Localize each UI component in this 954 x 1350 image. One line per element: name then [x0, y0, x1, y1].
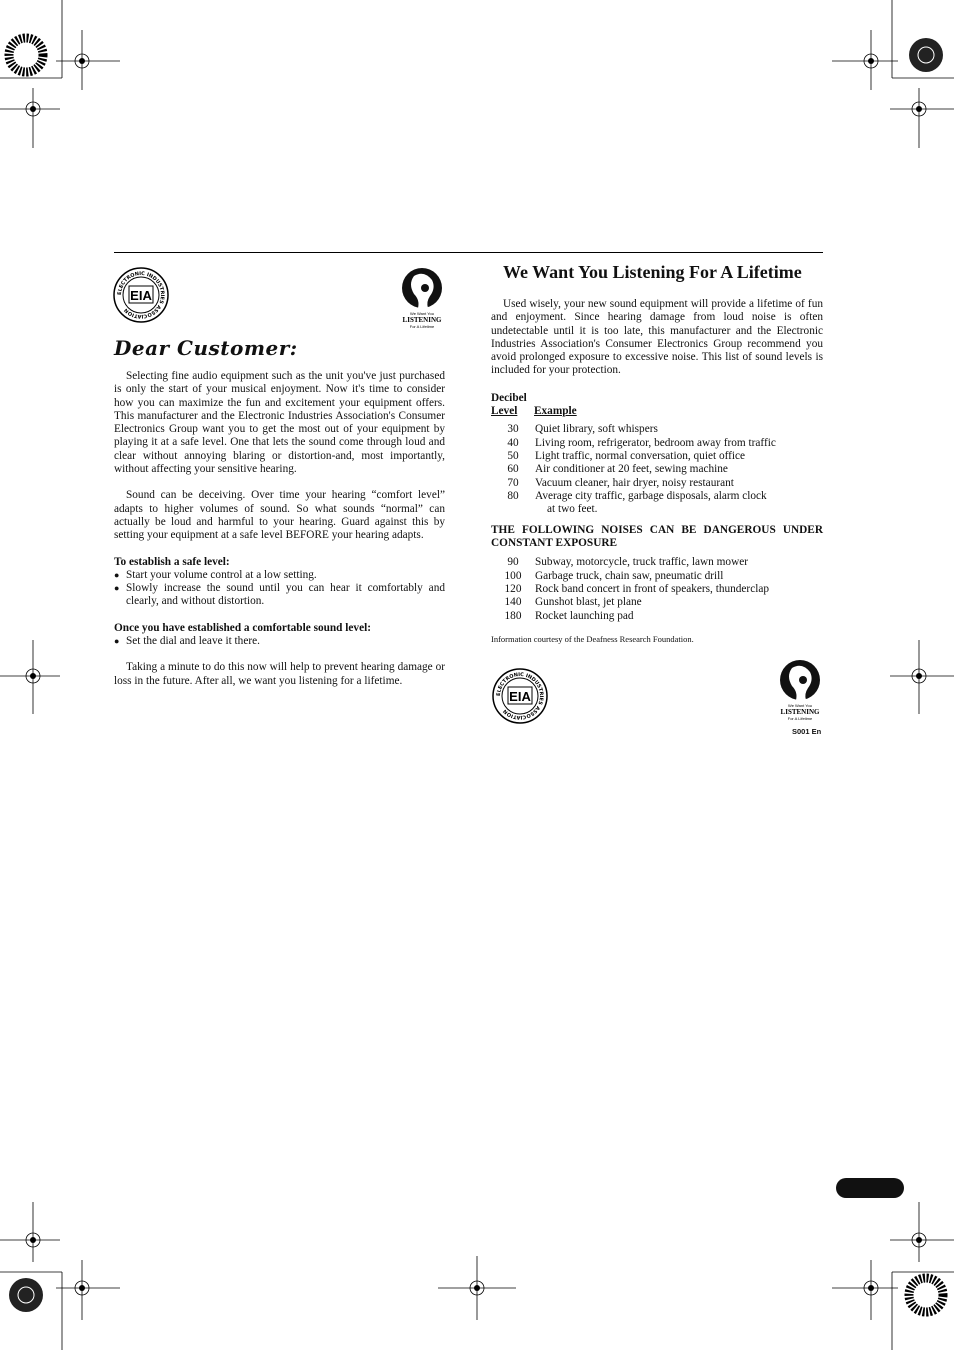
- decibel-value: 30: [507, 423, 519, 436]
- example-text: Living room, refrigerator, bedroom away from traffic: [535, 436, 776, 449]
- example-text: Average city traffic, garbage disposals, alarm clock: [535, 489, 767, 502]
- example-text: Garbage truck, chain saw, pneumatic drill: [535, 569, 724, 582]
- decibel-value: 60: [507, 463, 519, 476]
- decibel-value: 40: [507, 436, 519, 449]
- decibel-value: 120: [504, 583, 522, 596]
- listening-logo-small-bottom: We Want You: [787, 703, 813, 708]
- decibel-value: 70: [507, 476, 519, 489]
- deceiving-paragraph: Sound can be deceiving. Over time your hearing “comfort level” adapts to higher volumes of sound. So what sounds “normal” can actually be loud and harmful to your hearing. Guard against this by setting your equipment at a safe level BEFORE your hearing adapts.: [114, 489, 445, 542]
- document-code: S001 En: [792, 727, 822, 736]
- salutation: Dear Customer:: [114, 336, 298, 360]
- spacer: [491, 503, 535, 516]
- level-header: Level: [491, 405, 518, 418]
- listening-logo-tail-bottom: For A Lifetime: [787, 716, 813, 721]
- table-row: [491, 610, 823, 623]
- example-text: Quiet library, soft whispers: [535, 423, 658, 436]
- table-row: [491, 437, 823, 450]
- table-row: [491, 463, 823, 476]
- safe-level-heading: To establish a safe level:: [114, 555, 230, 568]
- danger-level-table: [491, 556, 823, 622]
- list-item: ● Start your volume control at a low setting.: [114, 569, 445, 582]
- listening-logo-big-bottom: LISTENING: [780, 708, 820, 716]
- decibel-value: 140: [504, 596, 522, 609]
- eia-ring-text-bottom: ELECTRONIC INDUSTRIES ASSOCIATION: [495, 671, 545, 721]
- listening-logo-tail: For A Lifetime: [409, 324, 435, 329]
- safe-level-list: [114, 569, 445, 609]
- comfort-level-heading: Once you have established a comfortable sound level:: [114, 621, 371, 634]
- decibel-value: 50: [507, 449, 519, 462]
- example-header: Example: [534, 405, 577, 418]
- table-row: [491, 556, 823, 569]
- page-number-pill: [836, 1178, 904, 1198]
- page-title: We Want You Listening For A Lifetime: [503, 262, 802, 282]
- table-row: [491, 583, 823, 596]
- listening-logo-small: We Want You: [409, 311, 435, 316]
- list-item: ● Set the dial and leave it there.: [114, 635, 445, 648]
- table-row: [491, 596, 823, 609]
- footnote: Information courtesy of the Deafness Research Foundation.: [491, 633, 694, 644]
- list-item: ● Slowly increase the sound until you can hear it comfortably and clearly, and without distortion.: [114, 582, 445, 609]
- right-column: [491, 298, 823, 646]
- table-row: [491, 477, 823, 490]
- table-row: [491, 503, 823, 516]
- eia-logo-text-bottom: EIA: [509, 689, 531, 704]
- eia-logo-text: EIA: [130, 288, 152, 303]
- danger-warning: THE FOLLOWING NOISES CAN BE DANGEROUS UNDER CONSTANT EXPOSURE: [491, 524, 823, 550]
- lifetime-intro: Used wisely, your new sound equipment will provide a lifetime of fun and enjoyment. Since hearing damage from loud noise is often undetectable until it is too late, this manufacturer and the Electronic Industries Association's Consumer Electronics Group recommend you avoid prolonged exposure to excessive noise. This list of sound levels is included for your protection.: [491, 298, 823, 377]
- left-column: [114, 370, 445, 701]
- example-text-continued: at two feet.: [547, 503, 598, 516]
- eia-logo: [113, 267, 169, 323]
- example-text: Rock band concert in front of speakers, thunderclap: [535, 583, 770, 596]
- example-text: Vacuum cleaner, hair dryer, noisy restaurant: [535, 476, 734, 489]
- decibel-value: 100: [504, 569, 522, 582]
- decibel-value: 180: [504, 609, 522, 622]
- eia-ring-text: ELECTRONIC INDUSTRIES ASSOCIATION: [116, 270, 166, 320]
- table-row: [491, 490, 823, 503]
- closing-paragraph: Taking a minute to do this now will help to prevent hearing damage or loss in the future. After all, we want you listening for a lifetime.: [114, 661, 445, 687]
- decibel-header: Decibel: [491, 391, 527, 404]
- decibel-value: 80: [507, 489, 519, 502]
- example-text: Gunshot blast, jet plane: [535, 596, 642, 609]
- top-rule: [114, 252, 823, 253]
- listening-logo-bottom: [778, 658, 822, 722]
- table-row: [491, 423, 823, 436]
- example-text: Subway, motorcycle, truck traffic, lawn mower: [535, 556, 749, 569]
- table-header-row: [491, 405, 823, 418]
- example-text: Light traffic, normal conversation, quiet office: [535, 449, 746, 462]
- eia-logo-bottom: [492, 668, 548, 724]
- example-text: Rocket launching pad: [535, 609, 634, 622]
- comfort-level-list: [114, 635, 445, 648]
- example-text: Air conditioner at 20 feet, sewing machine: [535, 463, 728, 476]
- listening-logo-big: LISTENING: [402, 316, 442, 324]
- listening-logo: [400, 266, 444, 330]
- table-row: [491, 450, 823, 463]
- decibel-value: 90: [507, 556, 519, 569]
- intro-paragraph: Selecting fine audio equipment such as the unit you've just purchased is only the start of your musical enjoyment. Now it's time to consider how you can maximize the fun and excitement your equipment offers. This manufacturer and the Electronic Industries Association's Consumer Electronics Group want you to get the most out of your equipment by playing it at a safe level. One that lets the sound come through loud and clear without annoying blaring or distortion-and, most importantly, without affecting your sensitive hearing.: [114, 370, 445, 476]
- sound-level-table: [491, 423, 823, 516]
- table-row: [491, 570, 823, 583]
